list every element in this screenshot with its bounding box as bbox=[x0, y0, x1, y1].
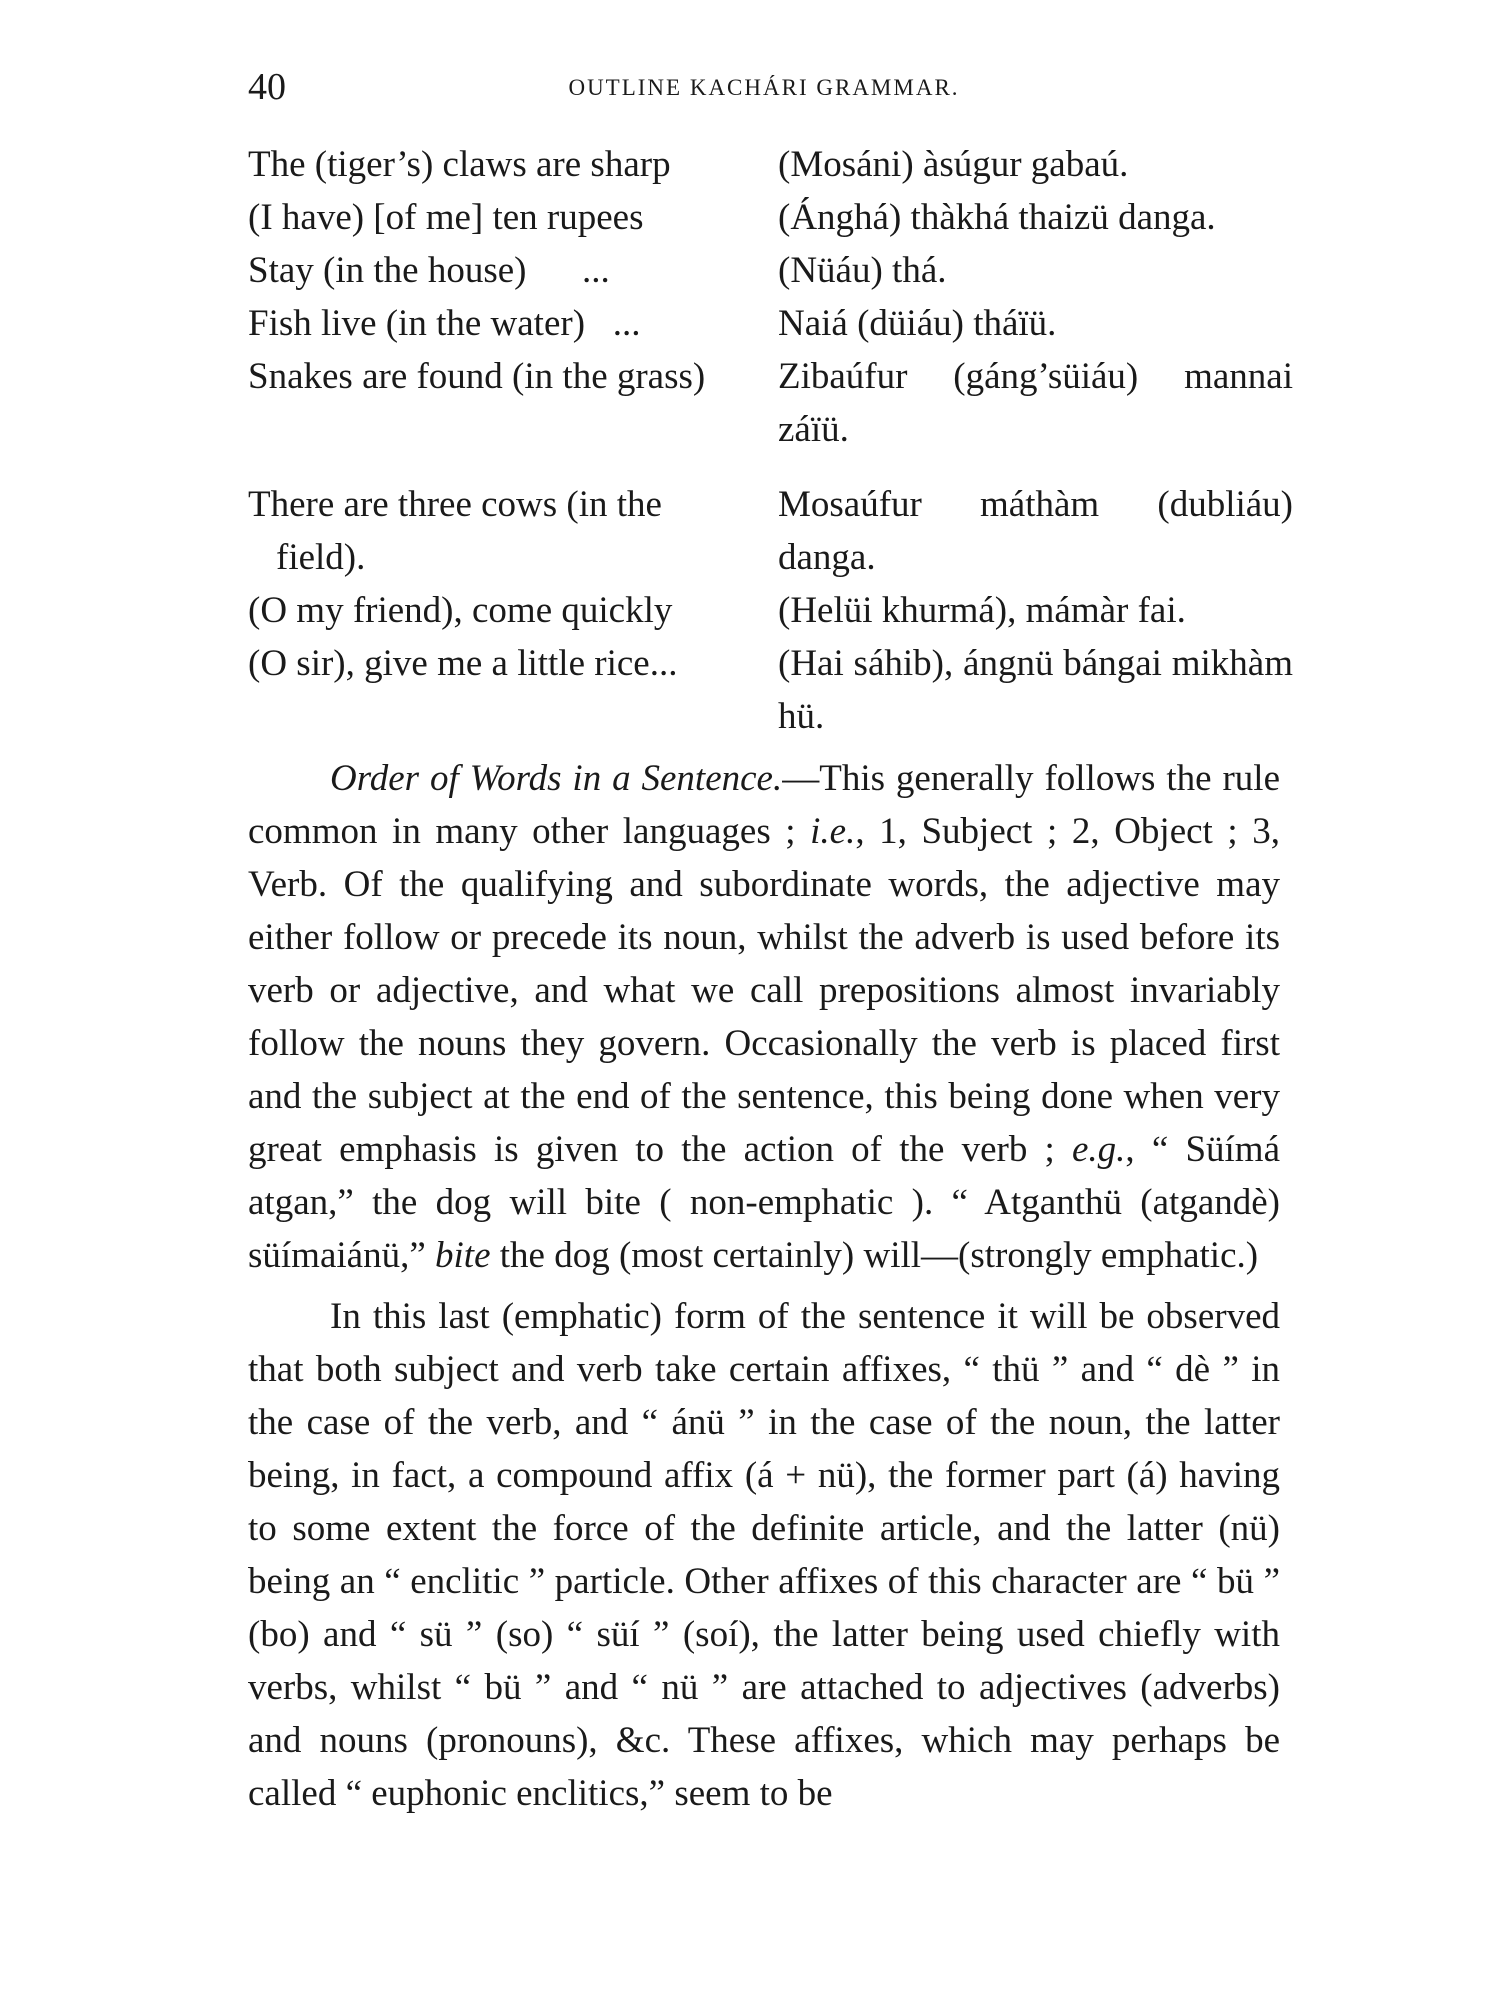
english-phrase: Stay (in the house) ... bbox=[248, 250, 610, 291]
abbreviation-ie: i.e. bbox=[810, 811, 856, 852]
example-row bbox=[248, 138, 1293, 191]
example-row bbox=[248, 297, 1293, 350]
running-title: OUTLINE KACHÁRI GRAMMAR. bbox=[568, 75, 960, 100]
paragraph-text: —This generally follows the rule common in many other languages ; bbox=[248, 758, 1280, 852]
example-row bbox=[248, 478, 1293, 584]
english-phrase-continuation: field). bbox=[276, 537, 366, 578]
kachari-phrase: (Hai sáhib), ángnü bángai mikhàm hü. bbox=[778, 643, 1293, 737]
kachari-phrase: Naiá (düiáu) tháïü. bbox=[778, 303, 1057, 344]
example-sentences bbox=[248, 138, 1293, 743]
english-phrase bbox=[248, 478, 778, 584]
example-row bbox=[248, 244, 1293, 297]
paragraph-word-order bbox=[248, 752, 1280, 1282]
kachari-phrase: (Mosáni) àsúgur gabaú. bbox=[778, 144, 1129, 185]
example-row bbox=[248, 637, 1293, 743]
english-phrase: (O my friend), come quickly bbox=[248, 590, 673, 631]
section-heading: Order of Words in a Sentence. bbox=[330, 758, 783, 799]
english-phrase: Fish live (in the water) ... bbox=[248, 303, 641, 344]
paragraph-text: , “ Süímá atgan,” the dog will bite ( non-emphatic ). “ Atganthü (atgandè) süímaiánü,” bbox=[248, 1129, 1281, 1276]
english-phrase: Snakes are found (in the grass) bbox=[248, 356, 706, 397]
kachari-phrase: (Helüi khurmá), mámàr fai. bbox=[778, 590, 1186, 631]
english-phrase: (O sir), give me a little rice... bbox=[248, 643, 678, 684]
paragraph-affixes: In this last (emphatic) form of the sentence it will be observed that both subject and verb take certain affixes, “ thü ” and “ dè ” in the case of the verb, and “ ánü ” in the case of the noun, the latter being, in fact, a compound affix (á + nü), the former part (á) having to some extent the force of the definite article, and the latter (nü) being an “ enclitic ” particle. Other affixes of this character are “ bü ” (bo) and “ sü ” (so) “ süí ” (soí), the latter being used chiefly with verbs, whilst “ bü ” and “ nü ” are attached to adjectives (adverbs) and nouns (pronouns), &c. These affixes, which may perhaps be called “ euphonic enclitics,” seem to be bbox=[248, 1296, 1280, 1814]
paragraph-text: , 1, Subject ; 2, Object ; 3, Verb. Of the qualifying and subordinate words, the adjective may either follow or precede its noun, whilst the adverb is used before its verb or adjective, and what we call prepositions almost invariably follow the nouns they govern. Occasionally the verb is placed first and the subject at the end of the sentence, this being done when very great emphasis is given to the action of the verb ; bbox=[248, 811, 1280, 1170]
example-row bbox=[248, 191, 1293, 244]
page-number: 40 bbox=[248, 66, 286, 108]
body-text bbox=[248, 752, 1280, 1820]
kachari-phrase: (Ánghá) thàkhá thaizü danga. bbox=[778, 197, 1216, 238]
emphasized-word: bite bbox=[435, 1235, 491, 1276]
kachari-phrase: (Nüáu) thá. bbox=[778, 250, 947, 291]
paragraph-text: the dog (most certainly) will—(strongly emphatic.) bbox=[490, 1235, 1259, 1276]
kachari-phrase: Zibaúfur (gáng’süiáu) mannai záïü. bbox=[778, 356, 1293, 450]
english-phrase: The (tiger’s) claws are sharp bbox=[248, 144, 671, 185]
abbreviation-eg: e.g. bbox=[1071, 1129, 1126, 1170]
example-row bbox=[248, 350, 1293, 456]
english-phrase-line: There are three cows (in the bbox=[248, 484, 662, 525]
english-phrase: (I have) [of me] ten rupees bbox=[248, 197, 644, 238]
example-row bbox=[248, 584, 1293, 637]
page-header bbox=[248, 62, 1280, 112]
kachari-phrase: Mosaúfur máthàm (dubliáu) danga. bbox=[778, 484, 1293, 578]
